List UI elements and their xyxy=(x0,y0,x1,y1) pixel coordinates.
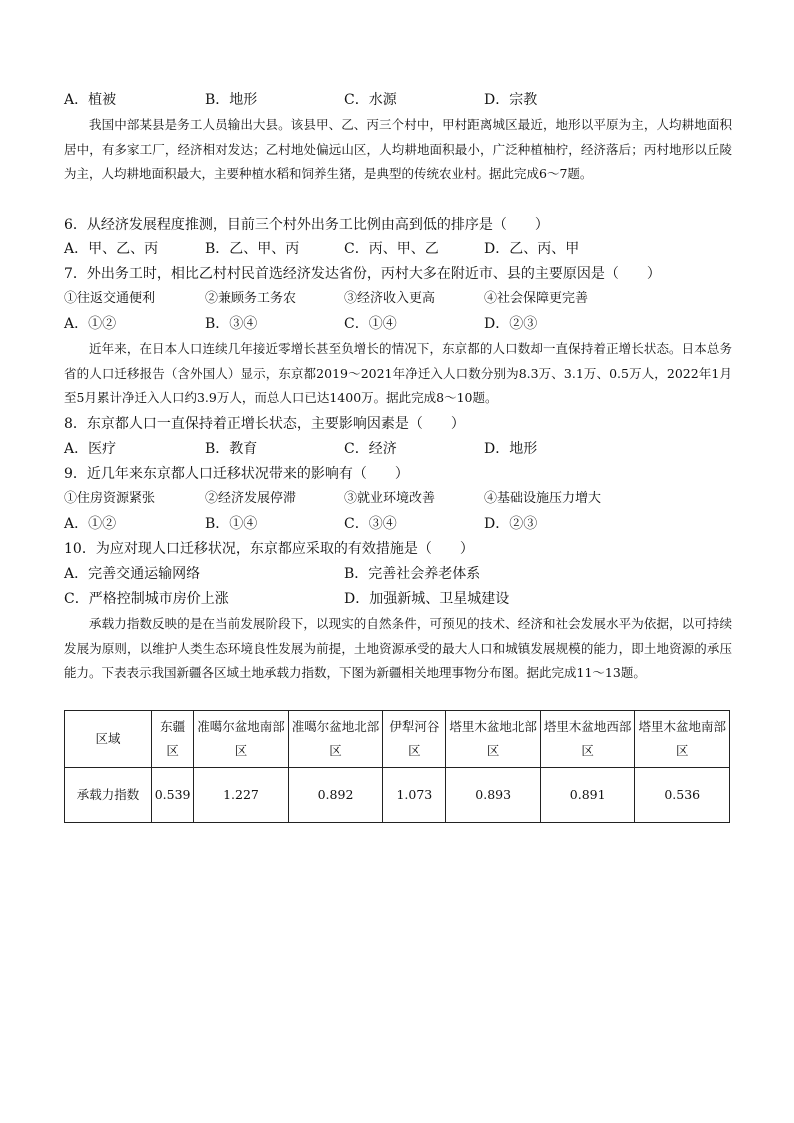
table-cell: 1.227 xyxy=(194,768,289,823)
q9-item-3: ③就业环境改善 xyxy=(344,491,436,506)
q5-option-a[interactable]: A．植被 xyxy=(64,92,117,108)
q7-item-2: ②兼顾务工务农 xyxy=(205,291,297,306)
q8-option-a[interactable]: A．医疗 xyxy=(64,441,117,457)
q8-option-b[interactable]: B．教育 xyxy=(205,441,258,457)
passage-8-10: 近年来，在日本人口连续几年接近零增长甚至负增长的情况下，东京都的人口数却一直保持着正增长状态。日本总务省的人口迁移报告（含外国人）显示，东京都2019～2021年净迁入人口数分别为8.3万、3.1万、0.5万人，2022年1月至5月累计净迁入人口约3.9万人，而总人口已达1400万。据此完成8～10题。 xyxy=(64,341,732,405)
q7-option-c[interactable]: C．①④ xyxy=(344,316,397,332)
q7-option-a[interactable]: A．①② xyxy=(64,316,117,332)
q9-option-a[interactable]: A．①② xyxy=(64,516,117,532)
q9-item-4: ④基础设施压力增大 xyxy=(484,491,602,506)
q7-item-4: ④社会保障更完善 xyxy=(484,291,589,306)
passage-6-7: 我国中部某县是务工人员输出大县。该县甲、乙、丙三个村中，甲村距离城区最近，地形以平原为主，人均耕地面积居中，有多家工厂，经济相对发达；乙村地处偏远山区，人均耕地面积最小，广泛种植柚柠，经济落后；丙村地形以丘陵为主，人均耕地面积最大，主要种植水稻和饲养生猪，是典型的传统农业村。据此完成6～7题。 xyxy=(64,117,732,181)
q8-option-c[interactable]: C．经济 xyxy=(344,441,397,457)
q6-option-b[interactable]: B．乙、甲、丙 xyxy=(205,241,300,257)
q10-option-d[interactable]: D．加强新城、卫星城建设 xyxy=(344,591,510,607)
q10-option-c[interactable]: C．严格控制城市房价上涨 xyxy=(64,591,229,607)
q7-stem: 7．外出务工时，相比乙村村民首选经济发达省份，丙村大多在附近市、县的主要原因是（ ） xyxy=(64,266,661,282)
q6-stem: 6．从经济发展程度推测，目前三个村外出务工比例由高到低的排序是（ ） xyxy=(64,217,549,233)
q8-stem: 8．东京都人口一直保持着正增长状态，主要影响因素是（ ） xyxy=(64,416,465,432)
q5-option-d[interactable]: D．宗教 xyxy=(484,92,538,108)
table-row xyxy=(65,768,730,823)
q7-item-3: ③经济收入更高 xyxy=(344,291,436,306)
table-cell: 0.893 xyxy=(446,768,541,823)
q9-stem: 9．近几年来东京都人口迁移状况带来的影响有（ ） xyxy=(64,466,409,482)
q7-item-1: ①往返交通便利 xyxy=(64,291,156,306)
table-header-cell: 塔里木盆地南部区 xyxy=(635,711,730,768)
q6-option-c[interactable]: C．丙、甲、乙 xyxy=(344,241,439,257)
q7-option-b[interactable]: B．③④ xyxy=(205,316,258,332)
table-cell: 0.891 xyxy=(540,768,635,823)
q9-item-2: ②经济发展停滞 xyxy=(205,491,297,506)
q6-option-d[interactable]: D．乙、丙、甲 xyxy=(484,241,580,257)
q7-option-d[interactable]: D．②③ xyxy=(484,316,538,332)
table-header-cell: 准噶尔盆地南部区 xyxy=(194,711,289,768)
table-header-cell: 塔里木盆地西部区 xyxy=(540,711,635,768)
q9-item-1: ①住房资源紧张 xyxy=(64,491,156,506)
q10-stem: 10．为应对现人口迁移状况，东京都应采取的有效措施是（ ） xyxy=(64,541,474,557)
carrying-capacity-table xyxy=(64,710,730,823)
table-header-cell: 塔里木盆地北部区 xyxy=(446,711,541,768)
passage-11-13: 承载力指数反映的是在当前发展阶段下，以现实的自然条件，可预见的技术、经济和社会发展水平为依据，以可持续发展为原则，以维护人类生态环境良性发展为前提，土地资源承受的最大人口和城镇发展规模的能力，即土地资源的承压能力。下表表示我国新疆各区域土地承载力指数，下图为新疆相关地理事物分布图。据此完成11～13题。 xyxy=(64,616,732,680)
q5-option-c[interactable]: C．水源 xyxy=(344,92,397,108)
table-header-cell: 区域 xyxy=(65,711,152,768)
q9-option-c[interactable]: C．③④ xyxy=(344,516,397,532)
table-header-cell: 准噶尔盆地北部区 xyxy=(288,711,383,768)
table-header-cell: 伊犁河谷区 xyxy=(383,711,446,768)
table-row-label: 承载力指数 xyxy=(65,768,152,823)
table-header-cell: 东疆区 xyxy=(152,711,194,768)
table-cell: 0.536 xyxy=(635,768,730,823)
table-cell: 0.892 xyxy=(288,768,383,823)
table-cell: 0.539 xyxy=(152,768,194,823)
q8-option-d[interactable]: D．地形 xyxy=(484,441,538,457)
q9-option-b[interactable]: B．①④ xyxy=(205,516,258,532)
table-header-row xyxy=(65,711,730,768)
q9-option-d[interactable]: D．②③ xyxy=(484,516,538,532)
q6-option-a[interactable]: A．甲、乙、丙 xyxy=(64,241,159,257)
table-cell: 1.073 xyxy=(383,768,446,823)
q5-option-b[interactable]: B．地形 xyxy=(205,92,258,108)
q10-option-a[interactable]: A．完善交通运输网络 xyxy=(64,566,201,582)
q10-option-b[interactable]: B．完善社会养老体系 xyxy=(344,566,481,582)
